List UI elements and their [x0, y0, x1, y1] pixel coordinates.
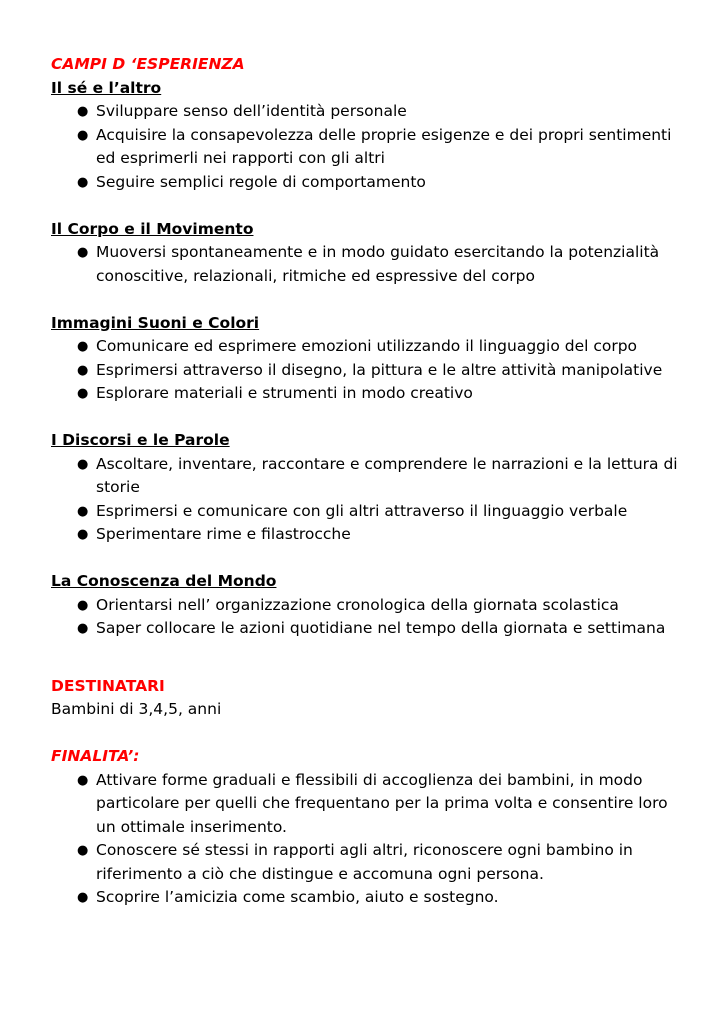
list-item-text: Esprimersi e comunicare con gli altri attraverso il linguaggio verbale	[96, 501, 628, 520]
bullet-list	[51, 335, 691, 406]
list-item-text: Muoversi spontaneamente e in modo guidato esercitando la potenzialità conoscitive, relazionali, ritmiche ed espressive del corpo	[96, 243, 660, 285]
list-item	[51, 500, 691, 524]
bullet-icon: ●	[77, 174, 89, 190]
bullet-list	[51, 453, 691, 547]
bullet-icon: ●	[77, 621, 89, 636]
list-item-text: Attivare forme graduali e flessibili di accoglienza dei bambini, in modo particolare per quelli che frequentano per la prima volta e consentire loro un ottimale inserimento.	[96, 770, 668, 836]
bullet-icon: ●	[77, 772, 89, 788]
section-destinatari	[51, 675, 691, 722]
destinatari-text: Bambini di 3,4,5, anni	[51, 700, 222, 718]
list-item	[51, 171, 691, 195]
list-item-text: Comunicare ed esprimere emozioni utilizzando il linguaggio del corpo	[96, 337, 638, 355]
bullet-icon: ●	[77, 362, 89, 378]
bullet-icon: ●	[77, 527, 89, 542]
bullet-icon: ●	[77, 456, 89, 472]
list-item	[51, 124, 691, 171]
list-item-text: Seguire semplici regole di comportamento	[96, 172, 426, 191]
list-item	[51, 523, 691, 547]
section-conoscenza-mondo	[51, 570, 691, 641]
list-item	[51, 886, 691, 910]
list-item	[51, 100, 691, 124]
bullet-icon: ●	[77, 386, 89, 401]
list-item-text: Sperimentare rime e filastrocche	[96, 525, 351, 543]
section-il-se-e-altro	[51, 77, 691, 195]
list-item-text: Orientarsi nell’ organizzazione cronologica della giornata scolastica	[96, 595, 619, 614]
section-title: I Discorsi e le Parole	[51, 431, 230, 449]
list-item-text: Scoprire l’amicizia come scambio, aiuto e sostegno.	[96, 888, 499, 906]
bullet-list	[51, 594, 691, 641]
list-item-text: Ascoltare, inventare, raccontare e comprendere le narrazioni e la lettura di storie	[96, 454, 678, 496]
section-title: Il Corpo e il Movimento	[51, 219, 254, 238]
list-item-text: Saper collocare le azioni quotidiane nel tempo della giornata e settimana	[96, 619, 666, 637]
list-item	[51, 241, 691, 288]
bullet-icon: ●	[77, 843, 89, 858]
list-item-text: Sviluppare senso dell’identità personale	[96, 102, 407, 120]
bullet-icon: ●	[77, 104, 89, 119]
section-title: Il sé e l’altro	[51, 78, 162, 97]
section-discorsi-parole	[51, 429, 691, 547]
section-immagini-suoni-colori	[51, 312, 691, 406]
list-item-text: Acquisire la consapevolezza delle proprie esigenze e dei propri sentimenti ed esprimerli nei rapporti con gli altri	[96, 125, 672, 167]
bullet-list	[51, 100, 691, 194]
bullet-icon: ●	[77, 503, 89, 519]
bullet-list	[51, 769, 691, 910]
list-item	[51, 359, 691, 383]
bullet-list	[51, 241, 691, 288]
campi-heading: CAMPI D ‘ESPERIENZA	[51, 55, 245, 73]
finalita-heading: FINALITA’:	[51, 747, 140, 765]
section-corpo-movimento	[51, 218, 691, 289]
list-item-text: Esplorare materiali e strumenti in modo creativo	[96, 384, 473, 402]
list-item	[51, 594, 691, 618]
list-item-text: Conoscere sé stessi in rapporti agli altri, riconoscere ogni bambino in riferimento a ciò che distingue e accomuna ogni persona.	[96, 841, 633, 883]
bullet-icon: ●	[77, 890, 89, 905]
list-item-text: Esprimersi attraverso il disegno, la pittura e le altre attività manipolative	[96, 360, 663, 379]
list-item	[51, 769, 691, 840]
bullet-icon: ●	[77, 339, 89, 354]
document-page	[51, 53, 691, 910]
bullet-icon: ●	[77, 245, 89, 260]
section-title: Immagini Suoni e Colori	[51, 313, 260, 332]
list-item	[51, 839, 691, 886]
bullet-icon: ●	[77, 127, 89, 143]
bullet-icon: ●	[77, 597, 89, 613]
section-finalita	[51, 745, 691, 910]
section-title: La Conoscenza del Mondo	[51, 572, 277, 590]
list-item	[51, 453, 691, 500]
list-item	[51, 335, 691, 359]
list-item	[51, 617, 691, 641]
destinatari-heading: DESTINATARI	[51, 676, 165, 695]
list-item	[51, 382, 691, 406]
